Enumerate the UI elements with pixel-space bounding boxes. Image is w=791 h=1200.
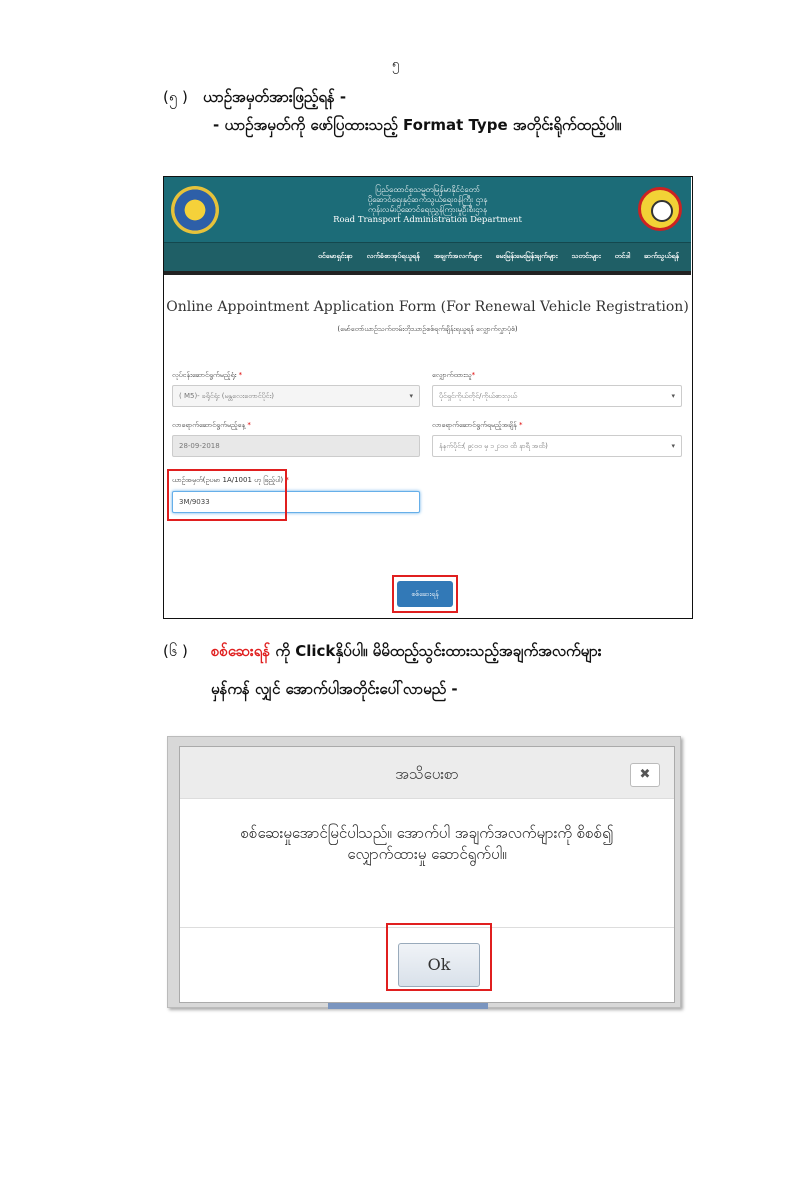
rtad-logo-icon [638,187,682,231]
nav-item-license[interactable]: လက်ခံစာအုပ်ရယူရန် [366,252,420,260]
header-english: Road Transport Administration Department [333,215,522,225]
background-button [328,1002,488,1009]
nav-item-info[interactable]: အချက်အလက်များ [433,252,482,260]
date-field[interactable]: 28-09-2018 [172,435,420,457]
close-icon[interactable]: ✖ [630,763,660,787]
nav-item-contact[interactable]: ဆက်သွယ်ရန် [644,252,679,260]
ministry-logo-icon [171,186,219,234]
header-line1: ပြည်ထောင်စုသမ္မတမြန်မာနိုင်ငံတော် [375,185,480,194]
step5-instruction: - ယာဉ်အမှတ်ကို ဖော်ပြထားသည့် Format Type အတိုင်းရိုက်ထည့်ပါ။ [213,116,622,134]
plate-number-input[interactable]: 3M/9033 [172,491,420,513]
header-text [224,185,631,225]
header-line2: ပို့ဆောင်ရေးနှင့်ဆက်သွယ်ရေးဝန်ကြီး ဌာန [367,195,488,204]
office-label: လုပ်ငန်းဆောင်ရွက်မည့်ရုံး * [172,371,243,379]
highlight-box-ok [386,923,492,991]
step5-title: ယာဉ်အမှတ်အားဖြည့်ရန် - [203,88,347,106]
dialog-title: အသိပေးစာ [395,765,459,783]
check-button[interactable]: စစ်ဆေးရန် [397,581,453,607]
application-form [164,271,691,617]
highlight-box-plate [167,469,287,521]
step6-highlight: စစ်ဆေးရန် [211,642,271,660]
plate-label: ယာဉ်အမှတ်(ဥပမာ 1A/1001 ဟု ဖြည့်ပါ) * [172,476,289,484]
time-select[interactable]: နံနက်ပိုင်း( ၉:၀၀ မှ ၁၂:၀၀ ထိ နာရီ အထိ) ▾ [432,435,682,457]
chevron-down-icon: ▾ [671,392,675,400]
nav-item-tender[interactable]: တင်ဒါ [614,252,631,260]
office-select[interactable]: ( M5)- ခရိုင်ရုံး (မန္တလေးတောင်ပိုင်း) ▾ [172,385,420,407]
ok-button[interactable]: Ok [398,943,480,987]
time-label: လာရောက်ဆောင်ရွက်ရမည့်အချိန် * [432,421,523,429]
header-line3: ကုန်းလမ်းပို့ဆောင်ရေးညွှန်ကြားမှုဦးစီးဌာန [368,205,487,214]
dialog-header [180,747,674,799]
highlight-box-check [392,575,458,613]
nav-item-news[interactable]: သတင်းများ [571,252,601,260]
form-title: Online Appointment Application Form (For Renewal Vehicle Registration) [166,299,689,315]
rtad-header [164,177,691,242]
form-screenshot [163,176,693,619]
dialog-screenshot [167,736,681,1008]
step6-line2: မှန်ကန် လျှင် အောက်ပါအတိုင်းပေါ်လာမည် - [211,680,458,698]
step6-number: (၆ ) [163,642,188,660]
chevron-down-icon: ▾ [409,392,413,400]
step6-text: ကို Clickနှိပ်ပါ။ မိမိထည့်သွင်းထားသည့်အချက်အလက်များ [270,642,602,660]
date-label: လာရောက်ဆောင်ရွက်မည့်နေ့ * [172,421,251,429]
page-number: ၅ [391,57,400,72]
nav-item-faq[interactable]: မေးမြန်းမေးမြန်းချက်များ [495,252,558,260]
step6-heading [163,642,602,664]
step5-heading [163,88,346,110]
dialog-message: စစ်ဆေးမှုအောင်မြင်ပါသည်။ အောက်ပါ အချက်အလက်များကို စိစစ်၍ လျှောက်ထားမှု ဆောင်ရွက်ပါ။ [240,824,614,863]
applicant-select[interactable]: ပိုင်ရှင်ကိုယ်တိုင်/ကိုယ်စားလှယ် ▾ [432,385,682,407]
nav-bar [164,242,691,271]
step5-number: (၅ ) [163,88,188,106]
nav-item-home[interactable]: ဝင်မောရှင်းနာ [317,252,353,260]
form-subtitle: (မော်တော်ယာဉ်သက်တမ်းတိုးယာဉ်စစ်ရက်ချိန်းရယူရန် လျှောက်လွှာပုံစံ) [337,325,518,333]
chevron-down-icon: ▾ [671,442,675,450]
applicant-label: လျှောက်ထားသူ* [432,371,476,379]
